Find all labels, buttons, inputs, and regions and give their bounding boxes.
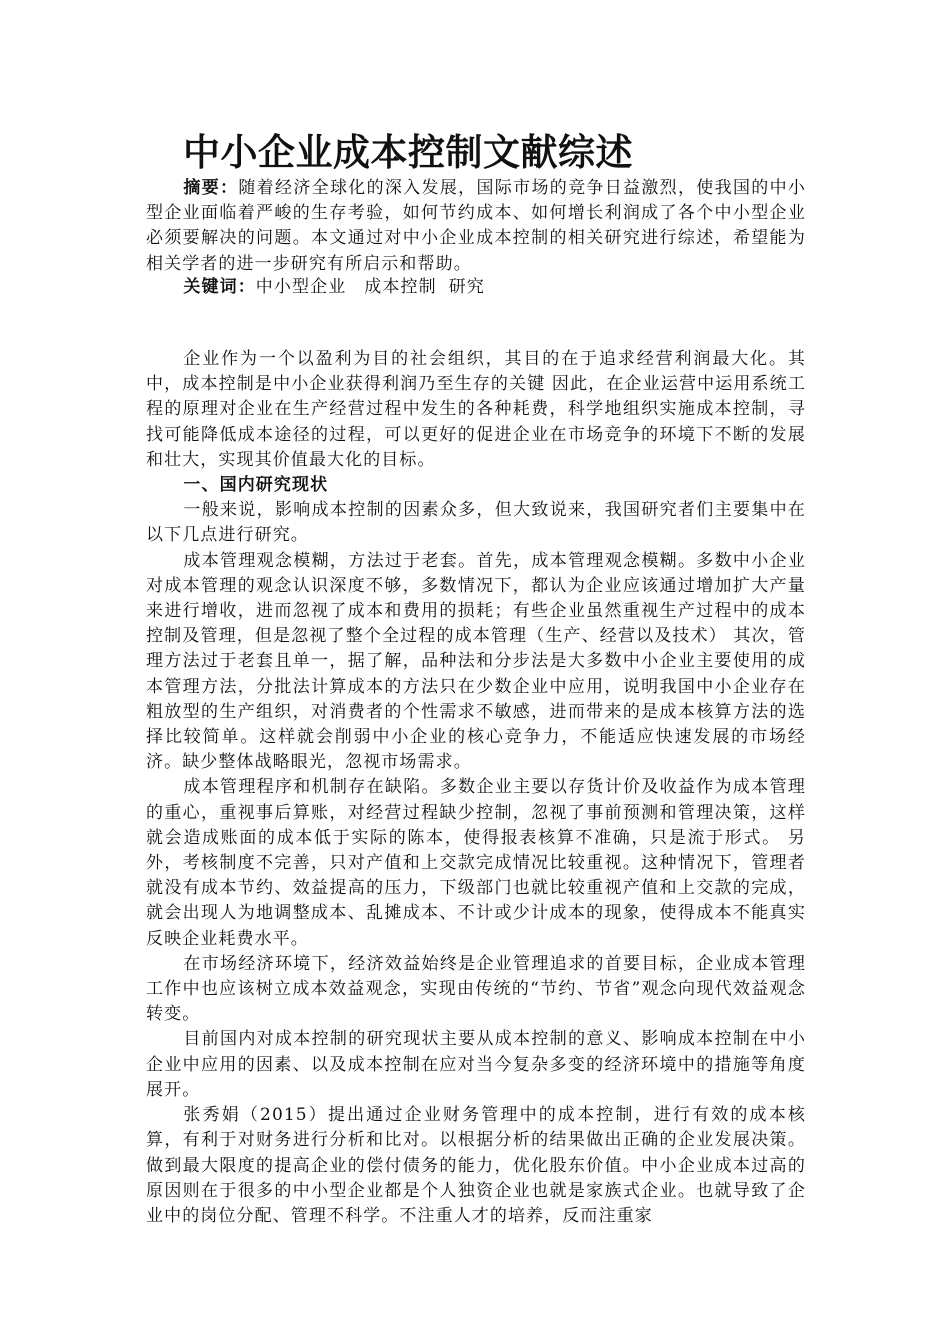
abstract-paragraph bbox=[146, 176, 806, 277]
keywords-paragraph bbox=[146, 275, 806, 300]
keyword-item: 中小型企业 bbox=[255, 277, 347, 297]
body-paragraph: 一般来说，影响成本控制的因素众多，但大致说来，我国研究者们主要集中在以下几点进行研究。 bbox=[146, 500, 806, 546]
abstract-label: 摘要： bbox=[183, 178, 239, 198]
document-title: 中小企业成本控制文献综述 bbox=[183, 131, 633, 174]
abstract-section bbox=[146, 176, 806, 277]
body-paragraph: 在市场经济环境下，经济效益始终是企业管理追求的首要目标，企业成本管理工作中也应该树立成本效益观念，实现由传统的“节约、节省”观念向现代效益观念转变。 bbox=[146, 953, 806, 1025]
abstract-text: 随着经济全球化的深入发展，国际市场的竞争日益激烈，使我国的中小型企业面临着严峻的生存考验，如何节约成本、如何增长利润成了各个中小型企业必须要解决的问题。本文通过对中小企业成本控制的相关研究进行综述，希望能为相关学者的进一步研究有所启示和帮助。 bbox=[146, 178, 806, 274]
body-paragraph: 目前国内对成本控制的研究现状主要从成本控制的意义、影响成本控制在中小企业中应用的因素、以及成本控制在应对当今复杂多变的经济环境中的措施等角度展开。 bbox=[146, 1029, 806, 1100]
keyword-item: 成本控制 bbox=[364, 277, 437, 297]
body-section bbox=[146, 347, 806, 1229]
body-paragraph: 张秀娟（2015）提出通过企业财务管理中的成本控制，进行有效的成本核算，有利于对财务进行分析和比对。以根据分析的结果做出正确的企业发展决策。做到最大限度的提高企业的偿付债务的能力，优化股东价值。中小企业成本过高的原因则在于很多的中小型企业都是个人独资企业也就是家族式企业。也就导致了企业中的岗位分配、管理不科学。不注重人才的培养，反而注重家 bbox=[146, 1105, 806, 1226]
section-heading: 一、国内研究现状 bbox=[183, 475, 329, 496]
body-paragraph: 成本管理程序和机制存在缺陷。多数企业主要以存货计价及收益作为成本管理的重心，重视事后算账，对经营过程缺少控制，忽视了事前预测和管理决策，这样就会造成账面的成本低于实际的陈本，使得报表核算不准确，只是流于形式。 另外，考核制度不完善，只对产值和上交款完成情况比较重视。这种情况下，管理者就没有成本节约、效益提高的压力，下级部门也就比较重视产值和上交款的完成，就会出现人为地调整成本、乱摊成本、不计或少计成本的现象，使得成本不能真实反映企业耗费水平。 bbox=[146, 777, 806, 949]
body-paragraph: 成本管理观念模糊，方法过于老套。首先，成本管理观念模糊。多数中小企业对成本管理的观念认识深度不够，多数情况下，都认为企业应该通过增加扩大产量来进行增收，进而忽视了成本和费用的损耗；有些企业虽然重视生产过程中的成本控制及管理，但是忽视了整个全过程的成本管理（生产、经营以及技术） 其次，管理方法过于老套且单一，据了解，品种法和分步法是大多数中小企业主要使用的成本管理方法，分批法计算成本的方法只在少数企业中应用，说明我国中小企业存在粗放型的生产组织，对消费者的个性需求不敏感，进而带来的是成本核算方法的选择比较简单。这样就会削弱中小企业的核心竞争力，不能适应快速发展的市场经济。缺少整体战略眼光，忽视市场需求。 bbox=[146, 550, 806, 773]
intro-paragraph: 企业作为一个以盈利为目的社会组织，其目的在于追求经营利润最大化。其中，成本控制是中小企业获得利润乃至生存的关键 因此，在企业运营中运用系统工程的原理对企业在生产经营过程中发生的各种耗费，科学地组织实施成本控制，寻找可能降低成本途径的过程，可以更好的促进企业在市场竞争的环境下不断的发展和壮大，实现其价值最大化的目标。 bbox=[146, 349, 806, 470]
keywords-label: 关键词： bbox=[183, 277, 256, 297]
keywords-section bbox=[146, 275, 806, 300]
keyword-item: 研究 bbox=[448, 277, 485, 297]
